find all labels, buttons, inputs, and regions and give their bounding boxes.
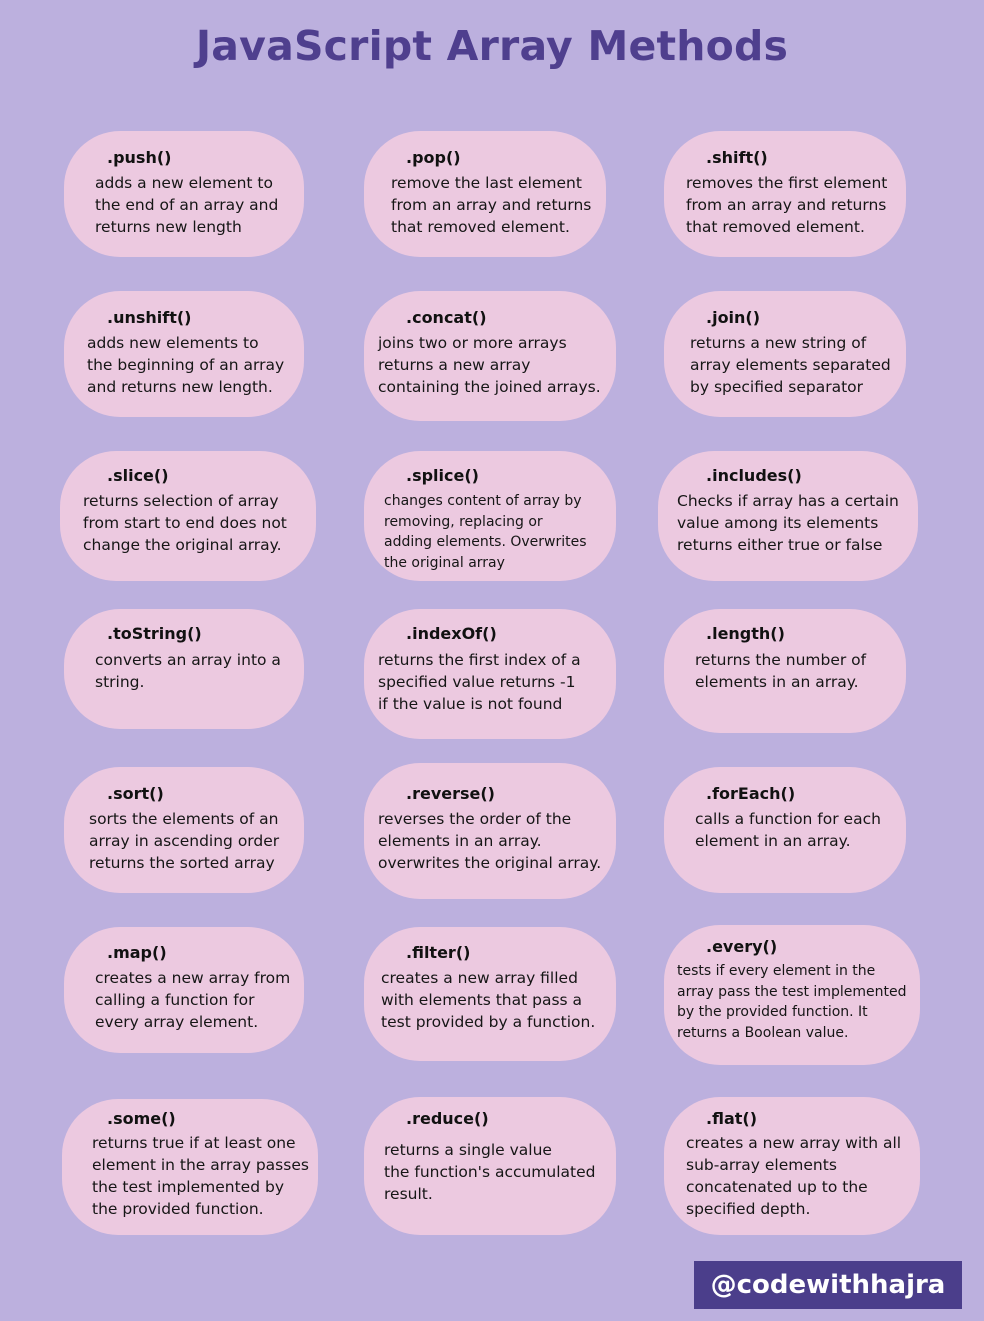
- method-name: .sort(): [107, 784, 164, 803]
- method-description: creates a new array with all sub-array elements concatenated up to the specified depth.: [686, 1134, 902, 1218]
- method-name: .indexOf(): [406, 624, 497, 643]
- method-card-join: [664, 291, 906, 417]
- method-card-reverse: [364, 763, 616, 899]
- method-description: remove the last element from an array and returns that removed element.: [391, 174, 592, 236]
- method-card-shift: [664, 131, 906, 257]
- method-name: .reverse(): [406, 784, 495, 803]
- method-description: removes the first element from an array and returns that removed element.: [686, 174, 888, 236]
- author-handle-badge: @codewithhajra: [694, 1261, 962, 1309]
- method-name: .every(): [706, 937, 778, 956]
- method-card-every: [664, 925, 920, 1065]
- method-card-map: [64, 927, 304, 1053]
- method-name: .toString(): [107, 624, 202, 643]
- method-name: .join(): [706, 308, 761, 327]
- page-title: JavaScript Array Methods: [195, 22, 789, 70]
- method-name: .filter(): [406, 943, 471, 962]
- method-card-some: [62, 1099, 318, 1235]
- method-description: changes content of array by removing, replacing or adding elements. Overwrites the original array: [384, 493, 587, 571]
- method-card-concat: [364, 291, 616, 421]
- method-description: returns selection of array from start to end does not change the original array.: [83, 492, 287, 554]
- method-card-reduce: [364, 1097, 616, 1235]
- method-card-indexof: [364, 609, 616, 739]
- method-description: sorts the elements of an array in ascending order returns the sorted array: [89, 810, 280, 872]
- method-description: joins two or more arrays returns a new array containing the joined arrays.: [378, 334, 601, 396]
- method-description: creates a new array from calling a function for every array element.: [95, 969, 291, 1031]
- method-card-splice: [364, 451, 616, 581]
- method-description: returns the number of elements in an array.: [695, 651, 867, 691]
- method-description: returns the first index of a specified value returns -1 if the value is not found: [378, 651, 581, 713]
- method-card-pop: [364, 131, 606, 257]
- method-description: reverses the order of the elements in an array. overwrites the original array.: [378, 810, 602, 872]
- method-card-filter: [364, 927, 616, 1061]
- method-description: creates a new array filled with elements that pass a test provided by a function.: [381, 969, 596, 1031]
- method-name: .some(): [107, 1109, 176, 1128]
- method-description: returns a single value the function's accumulated result.: [384, 1141, 596, 1203]
- method-card-foreach: [664, 767, 906, 893]
- method-name: .reduce(): [406, 1109, 489, 1128]
- method-description: returns a new string of array elements separated by specified separator: [690, 334, 891, 396]
- method-card-flat: [664, 1097, 920, 1235]
- method-card-length: [664, 609, 906, 733]
- method-name: .unshift(): [107, 308, 192, 327]
- method-description: Checks if array has a certain value among its elements returns either true or false: [677, 492, 899, 554]
- method-description: adds new elements to the beginning of an array and returns new length.: [87, 334, 285, 396]
- method-card-push: [64, 131, 304, 257]
- method-name: .slice(): [107, 466, 169, 485]
- method-name: .push(): [107, 148, 172, 167]
- method-description: returns true if at least one element in the array passes the test implemented by the provided function.: [92, 1134, 309, 1218]
- method-description: calls a function for each element in an array.: [695, 810, 881, 850]
- method-card-slice: [60, 451, 316, 581]
- method-name: .pop(): [406, 148, 461, 167]
- method-description: tests if every element in the array pass the test implemented by the provided function. It returns a Boolean value.: [677, 963, 907, 1041]
- method-name: .flat(): [706, 1109, 758, 1128]
- method-name: .forEach(): [706, 784, 796, 803]
- method-card-unshift: [64, 291, 304, 417]
- method-description: adds a new element to the end of an array and returns new length: [95, 174, 279, 236]
- method-name: .map(): [107, 943, 167, 962]
- method-card-tostring: [64, 609, 304, 729]
- method-name: .length(): [706, 624, 785, 643]
- method-description: converts an array into a string.: [95, 651, 281, 691]
- method-name: .splice(): [406, 466, 479, 485]
- method-card-sort: [64, 767, 304, 893]
- method-name: .includes(): [706, 466, 802, 485]
- method-name: .concat(): [406, 308, 487, 327]
- method-name: .shift(): [706, 148, 768, 167]
- method-card-includes: [658, 451, 918, 581]
